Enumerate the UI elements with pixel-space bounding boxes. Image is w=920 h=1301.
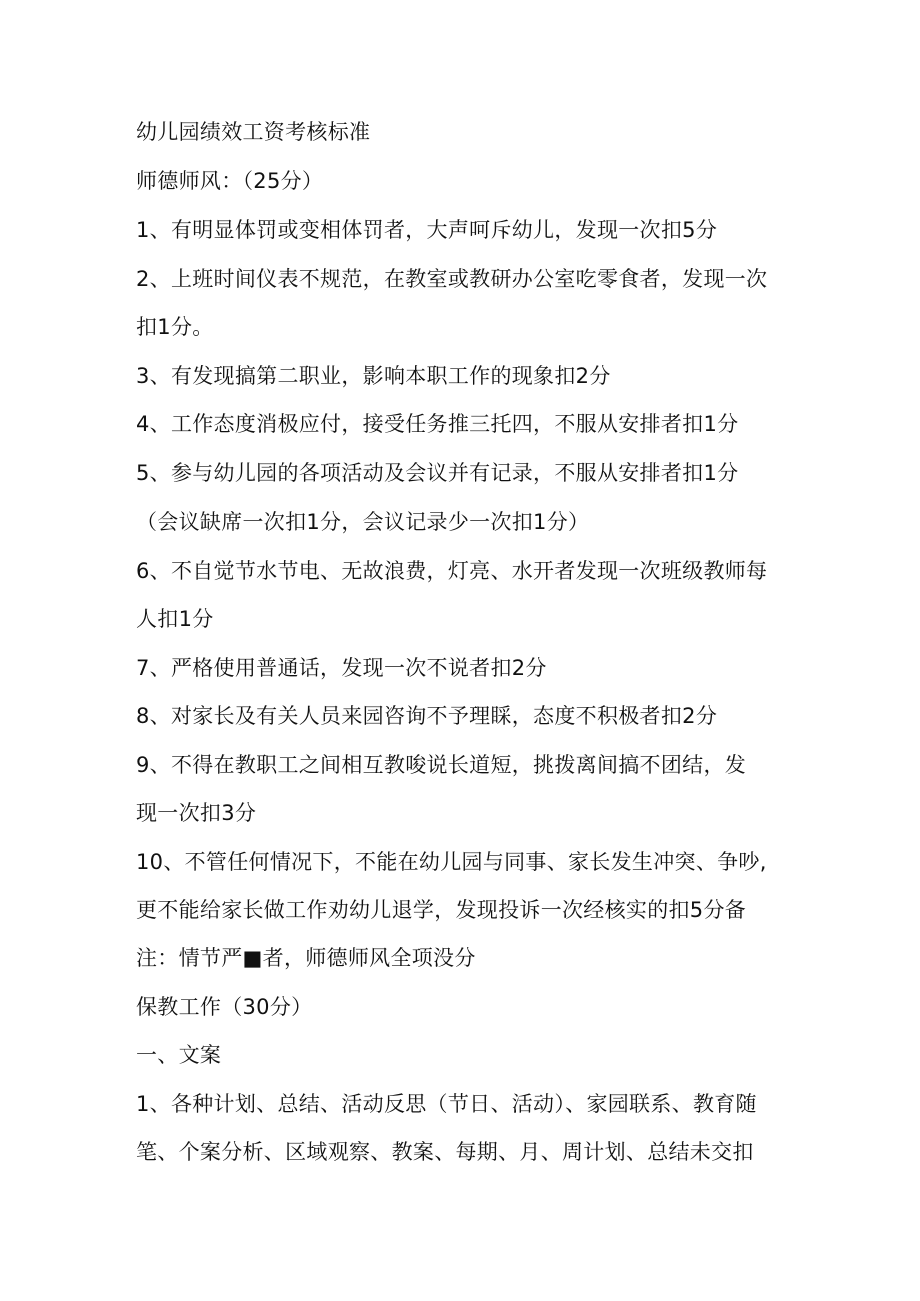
document-title: 幼儿园绩效工资考核标准 [136, 120, 371, 144]
text-line: 2、上班时间仪表不规范，在教室或教研办公室吃零食者，发现一次 [136, 267, 768, 291]
text-line: 更不能给家长做工作劝幼儿退学，发现投诉一次经核实的扣5分备 [136, 898, 747, 922]
text-line: 1、有明显体罚或变相体罚者，大声呵斥幼儿，发现一次扣5分 [136, 218, 718, 242]
text-line: 扣1分。 [136, 315, 214, 339]
text-line: 笔、个案分析、区域观察、教案、每期、月、周计划、总结未交扣 [136, 1140, 754, 1164]
text-line: 3、有发现搞第二职业，影响本职工作的现象扣2分 [136, 364, 611, 388]
text-line: 7、严格使用普通话，发现一次不说者扣2分 [136, 656, 547, 680]
section-heading-ethics: 师德师风：（25分） [136, 169, 324, 193]
text-line: 4、工作态度消极应付，接受任务推三托四，不服从安排者扣1分 [136, 412, 739, 436]
text-line: 5、参与幼儿园的各项活动及会议并有记录，不服从安排者扣1分 [136, 461, 739, 485]
text-line: 6、不自觉节水节电、无故浪费，灯亮、水开者发现一次班级教师每 [136, 559, 768, 583]
text-line: 9、不得在教职工之间相互教唆说长道短，挑拨离间搞不团结，发 [136, 753, 747, 777]
text-line: 8、对家长及有关人员来园咨询不予理睬，态度不积极者扣2分 [136, 704, 718, 728]
text-line: 1、各种计划、总结、活动反思（节日、活动）、家园联系、教育随 [136, 1092, 757, 1116]
section-heading-teaching: 保教工作（30分） [136, 995, 313, 1019]
text-line: 注：情节严■者，师德师风全项没分 [136, 946, 476, 970]
text-line: （会议缺席一次扣1分，会议记录少一次扣1分） [136, 510, 590, 534]
text-line: 10、不管任何情况下，不能在幼儿园与同事、家长发生冲突、争吵, [136, 850, 767, 874]
text-line: 人扣1分 [136, 607, 214, 631]
subsection-heading: 一、文案 [136, 1043, 222, 1067]
text-line: 现一次扣3分 [136, 801, 257, 825]
